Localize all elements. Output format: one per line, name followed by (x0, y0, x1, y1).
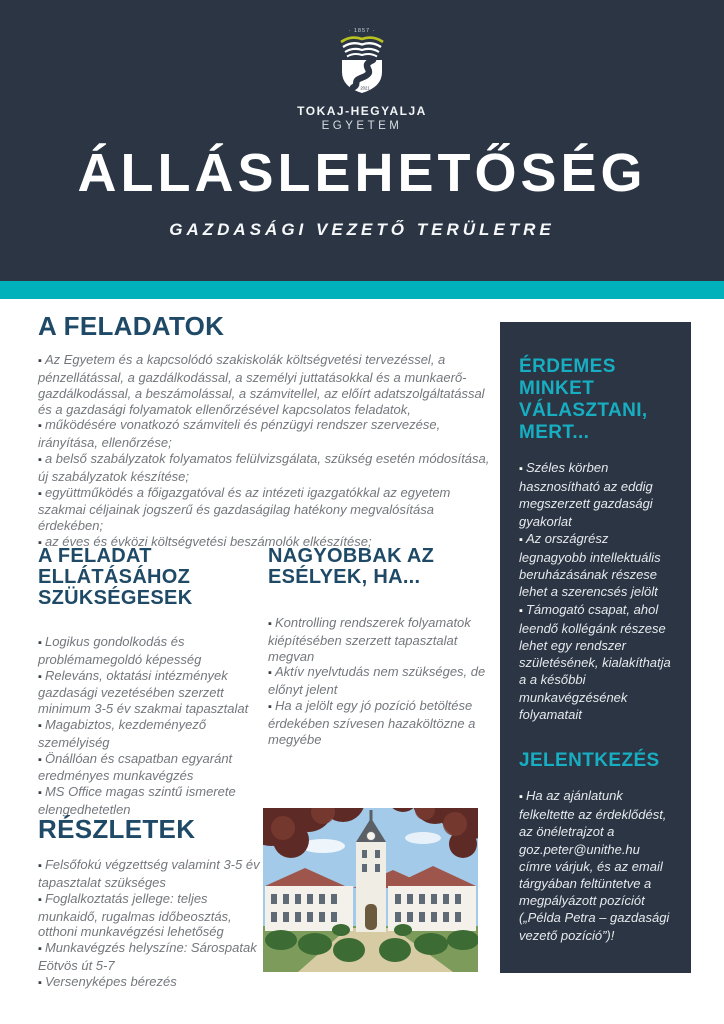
poster-subtitle: GAZDASÁGI VEZETŐ TERÜLETRE (169, 220, 555, 239)
section-tasks (38, 313, 496, 552)
section-details-list (38, 857, 264, 991)
list-item: ▪ Kontrolling rendszerek folyamatok kiépítésében szerzett tapasztalat megvan (268, 615, 494, 664)
list-item: ▪ Releváns, oktatási intézmények gazdasági vezetésében szerzett minimum 3-5 év szakmai tapasztalat (38, 668, 260, 717)
section-requirements-heading: A FELADAT ELLÁTÁSÁHOZ SZÜKSÉGESEK (38, 545, 193, 609)
section-tasks-list (38, 352, 496, 552)
university-shield-icon (327, 24, 397, 94)
list-item: ▪ MS Office magas szintű ismerete elengedhetetlen (38, 784, 260, 818)
list-item: ▪ Versenyképes bérezés (38, 974, 264, 992)
list-item: ▪ Logikus gondolkodás és problémamegoldó képesség (38, 634, 260, 668)
list-item: ▪ Ha a jelölt egy jó pozíció betöltése érdekében szívesen hazaköltözne a megyébe (268, 698, 494, 747)
list-item: ▪ Aktív nyelvtudás nem szükséges, de előnyt jelent (268, 664, 494, 698)
logo (0, 0, 724, 132)
section-details (38, 816, 264, 992)
teal-divider (0, 281, 724, 299)
sidebar-why-heading: ÉRDEMES MINKET VÁLASZTANI, MERT... (519, 356, 648, 443)
university-name: TOKAJ-HEGYALJA (297, 104, 427, 118)
sidebar (500, 322, 691, 973)
list-item: ▪ a belső szabályzatok folyamatos felülvizsgálata, szükség esetén módosítása, új szabályzatok készítése; (38, 451, 496, 485)
list-item: ▪ együttműködés a főigazgatóval és az intézeti igazgatókkal az egyetem szakmai céljainak jogszerű és gazdaságilag hatékony megvalósítása érdekében; (38, 485, 496, 534)
list-item: ▪ Felsőfokú végzettség valamint 3-5 év tapasztalat szükséges (38, 857, 264, 891)
list-item: ▪ működésére vonatkozó számviteli és pénzügyi rendszer szervezése, irányítása, ellenőrzése; (38, 417, 496, 451)
list-item: ▪ Önállóan és csapatban egyaránt eredményes munkavégzés (38, 751, 260, 785)
campus-photo-image (263, 808, 478, 972)
logo-chartreuse-arc (341, 38, 383, 42)
list-item: ▪ Támogató csapat, ahol leendő kollégánk részese lehet egy rendszer születésének, kialakíthatja a a későbbi munkavégzésének folyamatait (519, 601, 672, 723)
list-item: ▪ Foglalkoztatás jellege: teljes munkaidő, rugalmas időbeosztás, otthoni munkavégzési lehetőség (38, 891, 264, 940)
logo-founded-year: · 1857 · (348, 28, 376, 34)
list-item: ▪ az éves és évközi költségvetési beszámolók elkészítése; (38, 534, 496, 552)
section-details-heading: RÉSZLETEK (38, 814, 196, 844)
section-better-chances-heading: NAGYOBBAK AZ ESÉLYEK, HA... (268, 545, 435, 588)
section-requirements-list (38, 634, 260, 818)
sidebar-why-list (519, 459, 672, 723)
list-item: ▪ Az országrész legnagyobb intellektuális beruházásának részese lehet a szerencsés jelölt (519, 530, 672, 601)
header (0, 0, 724, 281)
university-name-line2: EGYETEM (321, 120, 403, 132)
list-item: ▪ Széles körben hasznosítható az eddig megszerzett gazdasági gyakorlat (519, 459, 672, 530)
logo-shield-year: 2021 (360, 85, 370, 91)
section-better-chances-list (268, 615, 494, 747)
content-area (0, 299, 724, 1024)
campus-photo (263, 808, 478, 972)
section-better-chances (268, 546, 494, 747)
poster-title: ÁLLÁSLEHETŐSÉG (77, 143, 647, 203)
list-item: ▪ Magabiztos, kezdeményező személyiség (38, 717, 260, 751)
list-item: ▪ Az Egyetem és a kapcsolódó szakiskolák költségvetési tervezéssel, a pénzellátással, a gazdálkodással, a személyi juttatásokkal és a munkaerő-gazdálkodással, a beszámolással, a számvitellel, az előírt adatszolgáltatással és a gazdasági folyamatok ellenőrzésével kapcsolatos feladatok, (38, 352, 496, 417)
section-requirements (38, 546, 260, 818)
list-item: ▪ Munkavégzés helyszíne: Sárospatak Eötvös út 5-7 (38, 940, 264, 974)
section-tasks-heading: A FELADATOK (38, 311, 225, 341)
list-item: ▪ Ha az ajánlatunk felkeltette az érdeklődést, az önéletrajzot a goz.peter@unithe.hu címre várjuk, és az email tárgyában feltüntetve a megpályázott pozíciót („Példa Petra – gazdasági vezető pozíció”)! (519, 787, 672, 944)
sidebar-apply-list (519, 787, 672, 944)
sidebar-apply-heading: JELENTKEZÉS (519, 750, 660, 772)
